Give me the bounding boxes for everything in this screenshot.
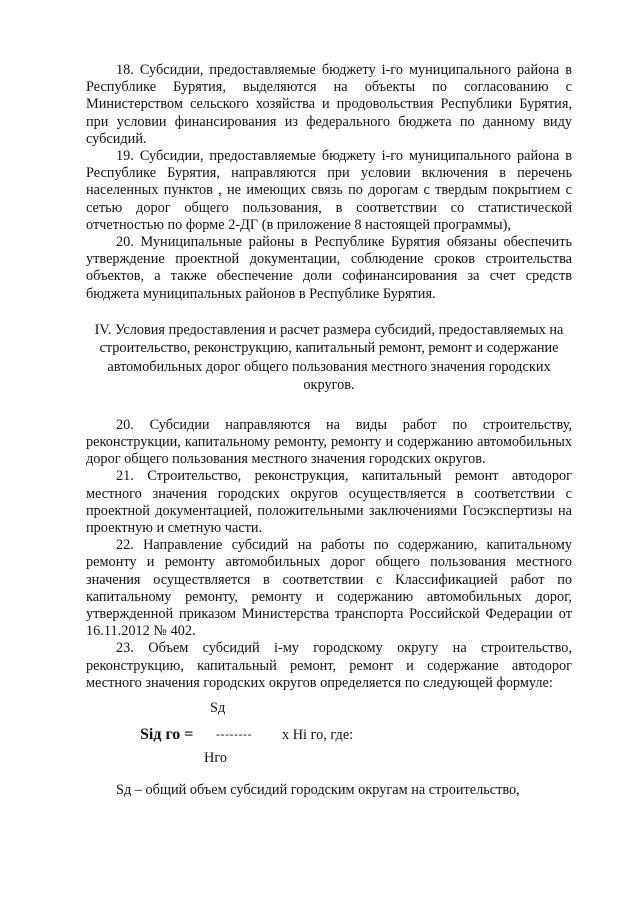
section-heading: IV. Условия предоставления и расчет размера субсидий, предоставляемых на строительство, реконструкцию, капитальный ремонт, ремонт и содержание автомобильных дорог общего пользования местного значения городских округов.	[94, 321, 564, 394]
formula-fraction-bar: --------	[216, 727, 252, 742]
paragraph-sd-definition: Sд – общий объем субсидий городским округам на строительство,	[116, 782, 520, 799]
subsidy-formula	[86, 692, 572, 770]
formula-denominator: Hго	[204, 750, 227, 767]
paragraph-20-urban: 20. Субсидии направляются на виды работ по строительству, реконструкции, капитальному ремонту, ремонту и содержанию автомобильных дорог общего пользования местного значения городских округов.	[86, 416, 572, 468]
formula-lhs: Siд го =	[140, 726, 194, 744]
paragraph-18: 18. Субсидии, предоставляемые бюджету i-го муниципального района в Республике Бурятия, выделяются на объекты по согласованию с Министерством сельского хозяйства и продовольствия Республики Бурятия, при условии финансирования из федерального бюджета по данному виду субсидий.	[86, 62, 572, 147]
paragraph-19: 19. Субсидии, предоставляемые бюджету i-го муниципального района в Республике Бурятия, направляются при условии включения в перечень населенных пунктов , не имеющих связь по дорогам с твердым покрытием с сетью дорог общего пользования, в соответствии со статистической отчетностью по форме 2-ДГ (в приложение 8 настоящей программы),	[86, 148, 572, 233]
formula-numerator: Sд	[210, 700, 226, 717]
paragraph-21: 21. Строительство, реконструкция, капитальный ремонт автодорог местного значения городских округов осуществляется в соответствии с проектной документацией, положительными заключениями Госэкспертизы на проектную и сметную части.	[86, 468, 572, 537]
paragraph-23: 23. Объем субсидий i-му городскому округу на строительство, реконструкцию, капитальный ремонт, ремонт и содержание автодорог местного значения городских округов определяется по следующей формуле:	[86, 640, 572, 691]
formula-rhs: x Hi го, где:	[282, 727, 354, 744]
paragraph-22: 22. Направление субсидий на работы по содержанию, капитальному ремонту и ремонту автомобильных дорог общего пользования местного значения осуществляется в соответствии с Классификацией работ по капитальному ремонту, ремонту и содержанию автомобильных дорог, утвержденной приказом Министерства транспорта Российской Федерации от 16.11.2012 № 402.	[86, 537, 572, 640]
paragraph-20-districts: 20. Муниципальные районы в Республике Бурятия обязаны обеспечить утверждение проектной документации, соблюдение сроков строительства объектов, а также обеспечение доли софинансирования за счет средств бюджета муниципальных районов в Республике Бурятия.	[86, 234, 572, 302]
